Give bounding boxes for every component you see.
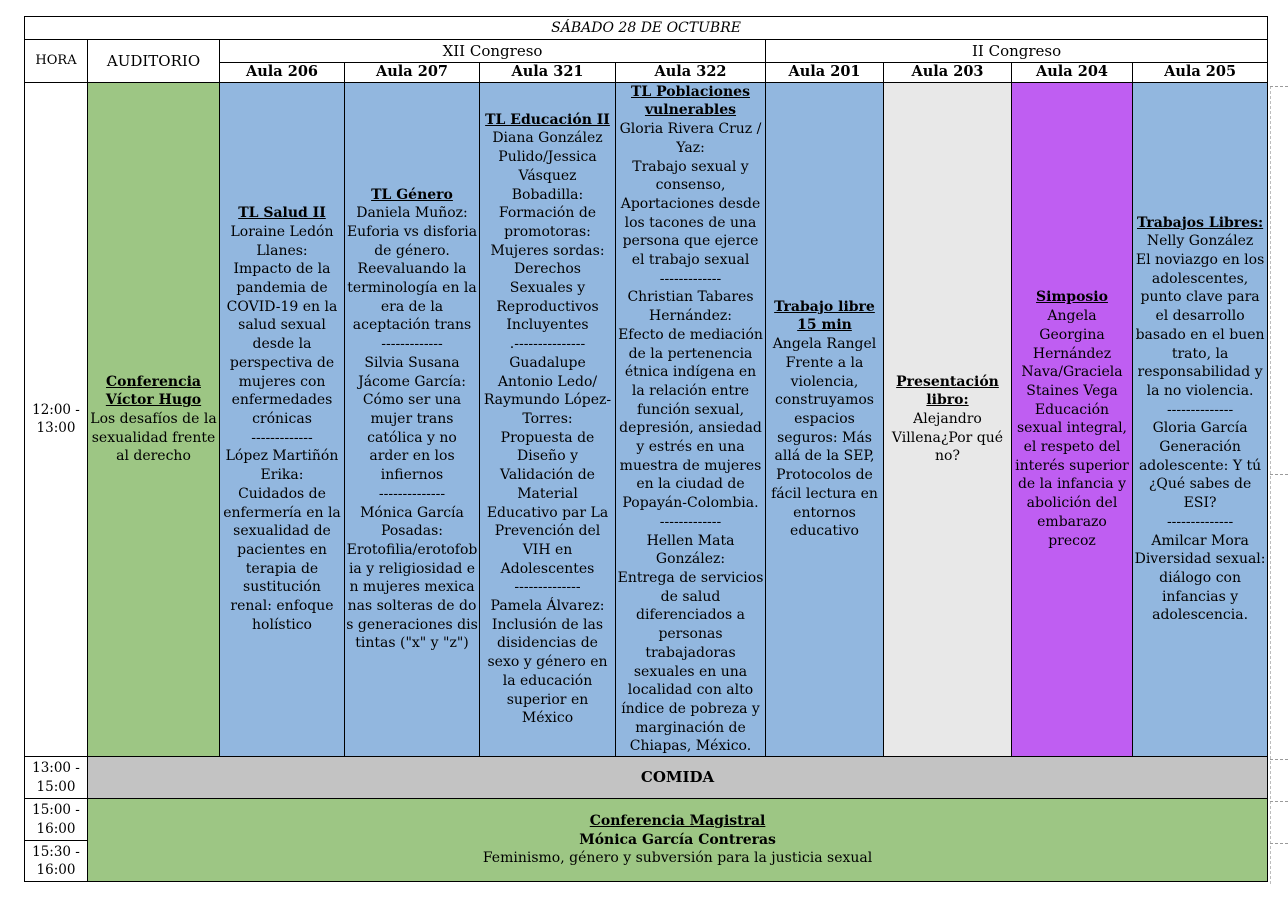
session-title: TL Salud II bbox=[238, 205, 326, 222]
lunch-break: COMIDA bbox=[88, 757, 1268, 799]
session-line: Silvia Susana Jácome García: bbox=[358, 354, 466, 390]
session-title: Trabajo libre 15 min bbox=[774, 298, 875, 334]
session-separator: -------------- bbox=[1166, 513, 1234, 530]
session-line: Mónica García Posadas: bbox=[360, 504, 464, 540]
session-title: Trabajos Libres: bbox=[1136, 214, 1264, 231]
session-line: Angela Georgina Hernández Nava/Graciela Staines Vega bbox=[1021, 308, 1123, 399]
session-line: Educación sexual integral, el respeto del interés superior de la infancia y abolición del embarazo precoz bbox=[1015, 401, 1129, 549]
session-line: Angela Rangel bbox=[772, 336, 877, 353]
session-line: Entrega de servicios de salud diferenciados a personas trabajadoras sexuales en una localidad con alto índice de pobreza y marginación de Chiapas, México. bbox=[617, 569, 764, 755]
room-header-205: Aula 205 bbox=[1133, 63, 1268, 83]
magistral-title: Conferencia Magistral bbox=[589, 812, 766, 829]
session-line: Daniela Muñoz: bbox=[356, 205, 468, 222]
session-line: Generación adolescente: Y tú ¿Qué sabes de ESI? bbox=[1138, 439, 1262, 512]
session-separator: ------------- bbox=[251, 429, 313, 446]
session-line: Impacto de la pandemia de COVID-19 en la salud sexual desde la perspectiva de mujeres con enfermedades crónicas bbox=[226, 261, 338, 427]
session-text: Los desafíos de la sexualidad frente al derecho bbox=[90, 411, 217, 465]
session-separator: -------------- bbox=[514, 579, 581, 596]
aula206-session bbox=[220, 82, 345, 756]
session-line: Cuidados de enfermería en la sexualidad de pacientes en terapia de sustitución renal: enfoque holístico bbox=[223, 485, 341, 633]
aula204-session bbox=[1012, 82, 1133, 756]
session-line: Nelly González bbox=[1146, 233, 1254, 250]
session-title: TL Poblaciones vulnerables bbox=[631, 83, 750, 119]
ii-congreso-header: II Congreso bbox=[766, 40, 1268, 63]
session-line: López Martiñón Erika: bbox=[225, 448, 339, 484]
aula203-session bbox=[884, 82, 1012, 756]
session-line: Efecto de mediación de la pertenencia étnica indígena en la relación entre función sexual, depresión, ansiedad y estrés en una muestra de mujeres en la ciudad de Popayán-Colombia. bbox=[618, 326, 763, 512]
room-header-207: Aula 207 bbox=[345, 63, 480, 83]
session-line: Mujeres sordas: Derechos Sexuales y Reproductivos Incluyentes bbox=[490, 242, 605, 334]
session-title: Simposio bbox=[1036, 289, 1108, 306]
aula201-session bbox=[766, 82, 884, 756]
session-separator: .--------------- bbox=[509, 336, 586, 353]
session-line: Gloria Rivera Cruz / Yaz: bbox=[619, 121, 762, 156]
session-line: Gloria García bbox=[1152, 420, 1248, 437]
session-line: Guadalupe Antonio Ledo/ Raymundo López-Torres: bbox=[483, 354, 612, 427]
session-separator: ------------- bbox=[381, 336, 443, 353]
page-edge-tick bbox=[1270, 801, 1288, 802]
magistral-speaker: Mónica García Contreras bbox=[579, 831, 776, 848]
session-separator: ------------- bbox=[659, 270, 722, 287]
schedule-title: SÁBADO 28 DE OCTUBRE bbox=[25, 17, 1268, 40]
session-title: TL Género bbox=[371, 186, 453, 203]
session-title: TL Educación II bbox=[485, 111, 610, 128]
session-line: Inclusión de las disidencias de sexo y género en la educación superior en México bbox=[487, 616, 608, 727]
session-line: Reevaluando la terminología en la era de la aceptación trans bbox=[347, 261, 477, 334]
time-slot-1500: 15:00 - 16:00 bbox=[25, 799, 88, 841]
time-slot-1530: 15:30 - 16:00 bbox=[25, 841, 88, 882]
page-edge-tick bbox=[1270, 843, 1288, 844]
page-edge-guide bbox=[1270, 86, 1271, 884]
room-header-204: Aula 204 bbox=[1012, 63, 1133, 83]
xii-congreso-header: XII Congreso bbox=[220, 40, 766, 63]
session-line: Cómo ser una mujer trans católica y no arder en los infiernos bbox=[362, 392, 462, 484]
session-line: Euforia vs disforia de género. bbox=[346, 223, 478, 259]
session-line: Pamela Álvarez: bbox=[490, 598, 605, 615]
session-line: Propuesta de Diseño y Validación de Material Educativo par La Prevención del VIH en Adolescentes bbox=[486, 429, 609, 577]
aula321-session bbox=[480, 82, 616, 756]
session-separator: ------------- bbox=[659, 513, 722, 530]
room-header-321: Aula 321 bbox=[480, 63, 616, 83]
session-line: Alejandro Villena¿Por qué no? bbox=[891, 411, 1004, 465]
auditorio-session bbox=[88, 82, 220, 756]
session-line: Hellen Mata González: bbox=[646, 532, 735, 568]
page-edge-tick bbox=[1270, 759, 1288, 760]
page-edge-tick bbox=[1270, 474, 1288, 475]
session-separator: -------------- bbox=[1166, 401, 1234, 418]
room-header-206: Aula 206 bbox=[220, 63, 345, 83]
session-line: Diana González Pulido/Jessica Vásquez Bobadilla: bbox=[492, 130, 603, 203]
magistral-session bbox=[88, 799, 1268, 882]
aula322-session bbox=[616, 82, 766, 756]
room-header-201: Aula 201 bbox=[766, 63, 884, 83]
session-separator: -------------- bbox=[378, 485, 446, 502]
session-title: Conferencia Víctor Hugo bbox=[105, 373, 202, 409]
session-line: Diversidad sexual: diálogo con infancias y adolescencia. bbox=[1134, 551, 1266, 624]
time-slot-1300: 13:00 - 15:00 bbox=[25, 757, 88, 799]
hora-header: HORA bbox=[25, 40, 88, 83]
session-line: Christian Tabares Hernández: bbox=[627, 289, 754, 325]
session-line: Loraine Ledón Llanes: bbox=[230, 223, 334, 259]
session-title: Presentación libro: bbox=[896, 373, 999, 409]
session-line: Formación de promotoras: bbox=[498, 205, 597, 240]
room-header-322: Aula 322 bbox=[616, 63, 766, 83]
aula205-session bbox=[1133, 82, 1268, 756]
auditorio-header: AUDITORIO bbox=[88, 40, 220, 83]
time-slot-1200: 12:00 - 13:00 bbox=[25, 82, 88, 756]
session-line: Amilcar Mora bbox=[1151, 532, 1249, 549]
page-edge-tick bbox=[1270, 86, 1288, 87]
aula207-session bbox=[345, 82, 480, 756]
session-line: Frente a la violencia, construyamos espacios seguros: Más allá de la SEP, Protocolos de fácil lectura en entornos educativo bbox=[771, 354, 878, 540]
session-line: Trabajo sexual y consenso, Aportaciones desde los tacones de una persona que ejerce el trabajo sexual bbox=[620, 158, 761, 269]
session-line: Erotofilia/erotofobia y religiosidad en mujeres mexicanas solteras de dos generaciones distintas ("x" y "z") bbox=[346, 541, 478, 652]
schedule-table bbox=[24, 16, 1268, 882]
session-line: El noviazgo en los adolescentes, punto clave para el desarrollo basado en el buen trato, la responsabilidad y la no violencia. bbox=[1135, 252, 1265, 399]
magistral-topic: Feminismo, género y subversión para la justicia sexual bbox=[482, 850, 873, 867]
room-header-203: Aula 203 bbox=[884, 63, 1012, 83]
